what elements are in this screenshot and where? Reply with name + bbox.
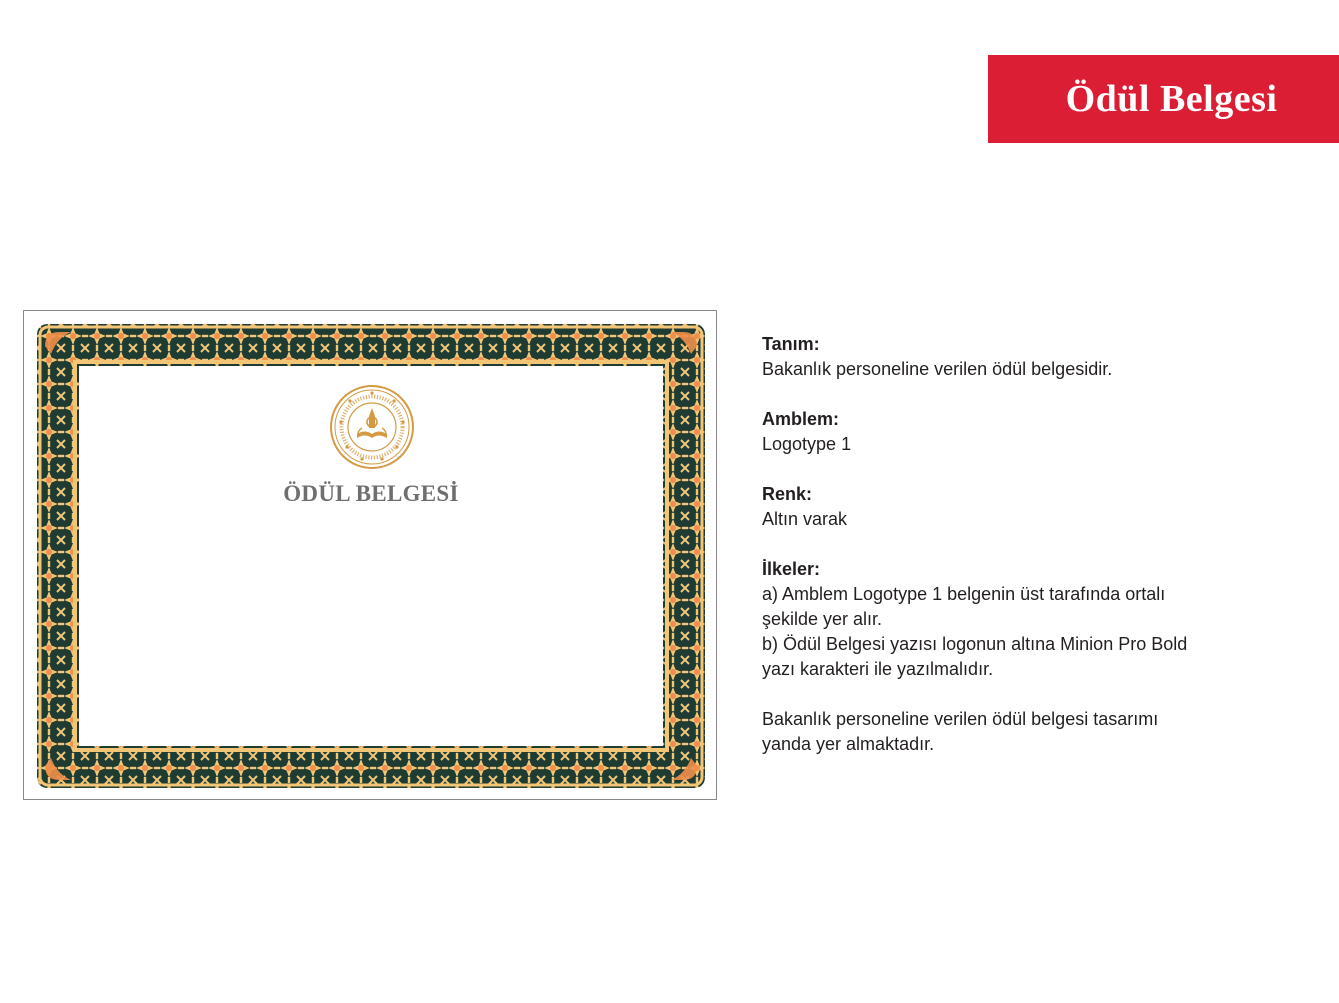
note-line2: yanda yer almaktadır. [762,734,935,754]
header-banner [988,55,1339,143]
principle-b-line2: yazı karakteri ile yazılmalıdır. [762,659,994,679]
emblem-text: Logotype 1 [762,434,852,454]
ministry-seal-icon [329,384,415,470]
certificate-title: ÖDÜL BELGESİ [283,481,459,506]
definition-text: Bakanlık personeline verilen ödül belgesidir. [762,359,1113,379]
principle-a-line1: a) Amblem Logotype 1 belgenin üst tarafında ortalı [762,584,1166,604]
info-panel [762,332,1242,782]
certificate-preview [23,310,717,800]
color-label: Renk: [762,484,813,504]
note-line1: Bakanlık personeline verilen ödül belgesi tasarımı [762,709,1159,729]
color-text: Altın varak [762,509,848,529]
principles-label: İlkeler: [762,559,821,579]
definition-section [762,332,1242,382]
page-title: Ödül Belgesi [1065,78,1278,120]
color-section [762,482,1242,532]
principles-section [762,557,1242,682]
principle-a-line2: şekilde yer alır. [762,609,883,629]
emblem-section [762,407,1242,457]
emblem-label: Amblem: [762,409,840,429]
note-section [762,707,1242,757]
definition-label: Tanım: [762,334,820,354]
principle-b-line1: b) Ödül Belgesi yazısı logonun altına Minion Pro Bold [762,634,1188,654]
